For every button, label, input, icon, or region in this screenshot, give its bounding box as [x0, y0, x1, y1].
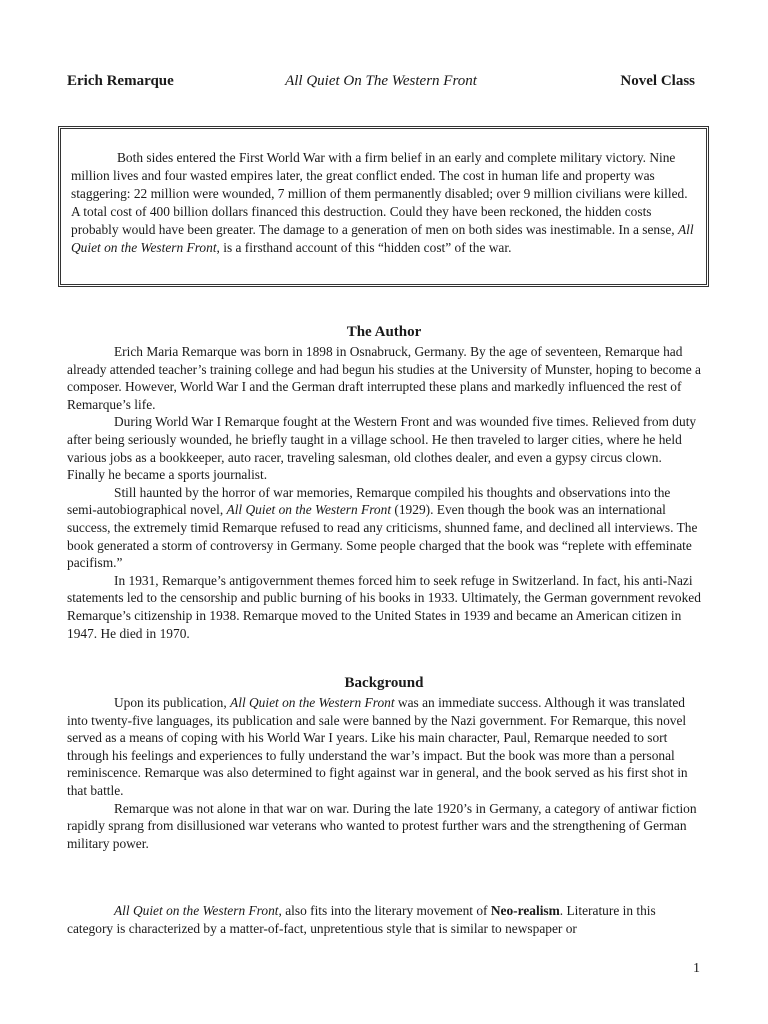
author-paragraph-3 — [67, 484, 701, 572]
author-p3-book-title: All Quiet on the Western Front — [226, 502, 392, 518]
background-p1-text: Upon its publication, — [114, 695, 231, 710]
intro-text-end: , is a firsthand account of this “hidden cost” of the war. — [216, 240, 512, 255]
intro-box — [58, 126, 709, 287]
background-paragraph-1 — [67, 694, 701, 800]
author-paragraph-4: In 1931, Remarque’s antigovernment themes forced him to seek refuge in Switzerland. In fact, his anti-Nazi statements led to the censorship and public burning of his books in 1933. Ultimately, the German government revoked Remarque’s citizenship in 1938. Remarque moved to the United States in 1939 and became an American citizen in 1947. He died in 1970. — [67, 572, 701, 641]
background-paragraph-2: Remarque was not alone in that war on war. During the late 1920’s in Germany, a category of antiwar fiction rapidly sprang from disillusioned war veterans who wanted to protest further wars and the strengthening of German military power. — [67, 800, 697, 851]
author-p3-text: Still haunted by the horror of war memories, Remarque compiled his thoughts and observations into the semi-autobiographical novel, — [67, 484, 671, 518]
neo-text: , also fits into the literary movement of — [278, 903, 491, 918]
neo-text-end: . Literature in this category is characterized by a matter-of-fact, unpretentious style that is similar to newspaper or — [67, 903, 656, 936]
neo-realism-section — [67, 902, 701, 938]
background-p1-text-end: was an immediate success. Although it was translated into twenty-five languages, its publication and sale were banned by the Nazi government. For Remarque, this novel served as a means of coping with his World War I years. Like his main character, Paul, Remarque needed to sort through his feelings and experiences to fully understand the war’s impact. But the book was more than a personal reminiscence. Remarque was also determined to fight against war in general, and the book served as his first shot in that battle. — [67, 695, 688, 798]
page-number: 1 — [693, 961, 700, 976]
header-title: All Quiet On The Western Front — [285, 73, 477, 89]
neo-realism-term: Neo-realism — [490, 903, 560, 918]
author-heading: The Author — [346, 324, 422, 340]
header-class-label: Novel Class — [620, 73, 695, 89]
intro-book-title: All Quiet on the Western Front — [71, 222, 694, 255]
header-author: Erich Remarque — [67, 73, 174, 89]
neo-book-title: All Quiet on the Western Front — [114, 903, 279, 918]
background-section — [67, 672, 701, 852]
author-paragraph-2: During World War I Remarque fought at the Western Front and was wounded five times. Relieved from duty after being seriously wounded, he briefly taught in a village school. He then traveled to larger cities, where he held various jobs as a bookkeeper, auto racer, traveling salesman, old clothes dealer, and even a gypsy circus clown. Finally he became a sports journalist. — [67, 414, 697, 483]
background-heading: Background — [344, 675, 424, 691]
author-section — [67, 321, 701, 642]
intro-text: Both sides entered the First World War with a firm belief in an early and complete military victory. Nine million lives and four wasted empires later, the great conflict ended. The cost in human life and property was staggering: 22 million were wounded, 7 million of them permanently disabled; over 9 million civilians were killed. A total cost of 400 billion dollars financed this destruction. Could they have been reckoned, the hidden costs probably would have been greater. The damage to a generation of men on both sides was inestimable. In a sense, — [71, 150, 688, 237]
background-p1-book-title: All Quiet on the Western Front — [230, 695, 395, 710]
intro-paragraph — [71, 149, 696, 257]
author-paragraph-1: Erich Maria Remarque was born in 1898 in Osnabruck, Germany. By the age of seventeen, Remarque had already attended teacher’s training college and had begun his studies at the University of Munster, hoping to become a composer. However, World War I and the German draft interrupted these plans and markedly influenced the rest of Remarque’s life. — [67, 344, 701, 412]
page-header — [67, 70, 695, 92]
author-p3-text-end: (1929). Even though the book was an international success, the extremely timid Remarque refused to read any criticisms, shunned fame, and declined all interviews. The book generated a storm of controversy in Germany. Some people charged that the book was “replete with effeminate pacifism.” — [67, 502, 698, 571]
neo-realism-paragraph — [67, 902, 701, 938]
